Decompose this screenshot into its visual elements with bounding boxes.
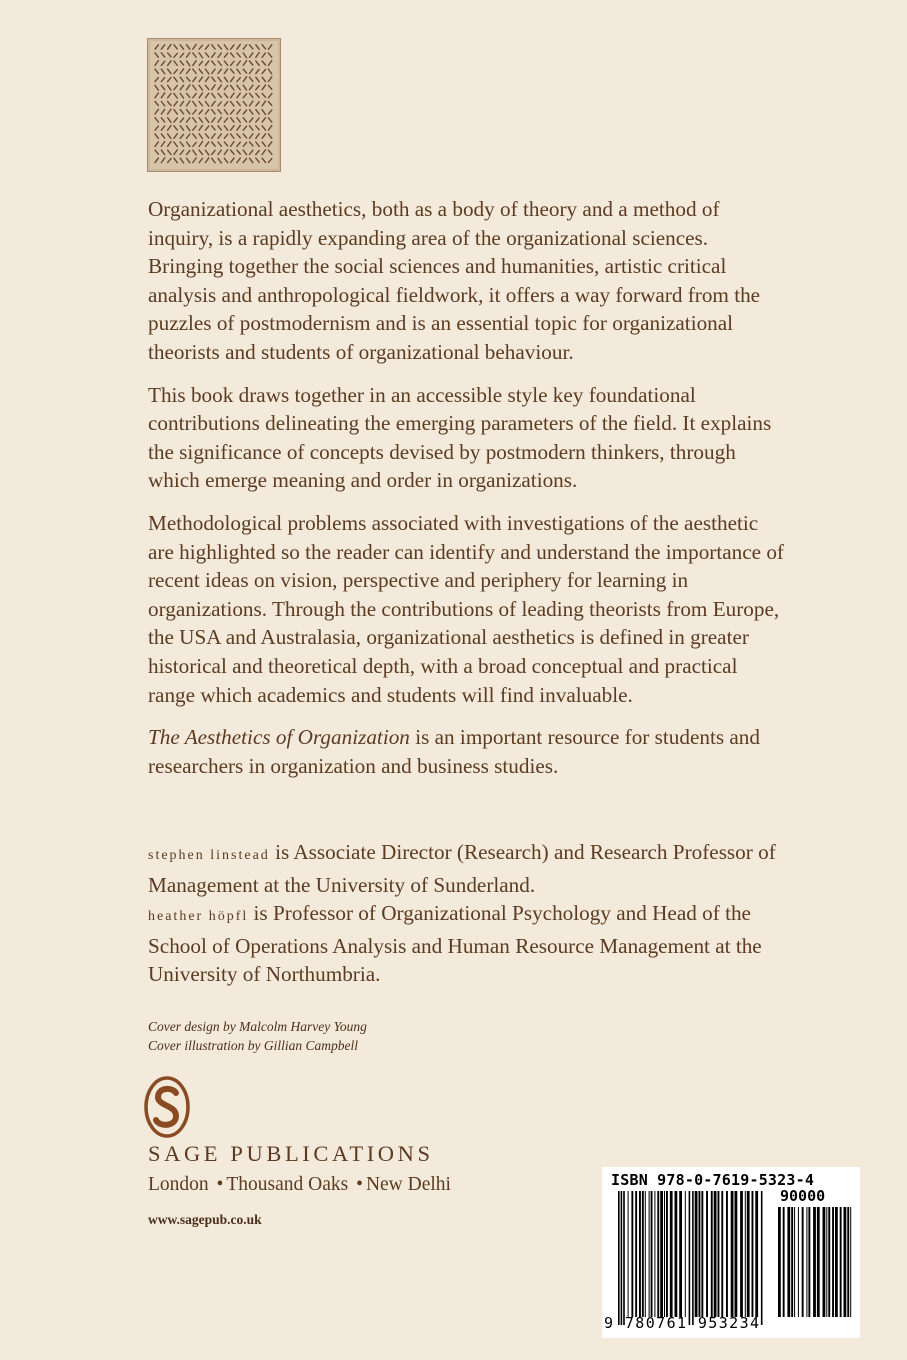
price-code: 90000 bbox=[780, 1187, 826, 1205]
barcode-bar bbox=[635, 1191, 637, 1317]
barcode-bar bbox=[642, 1191, 644, 1317]
barcode-bar bbox=[761, 1191, 763, 1325]
author-name: heather höpfl bbox=[148, 909, 249, 925]
barcode-bar bbox=[654, 1191, 655, 1317]
barcode-bar bbox=[692, 1191, 694, 1325]
author-name: stephen linstead bbox=[148, 848, 270, 863]
barcode-bar bbox=[628, 1191, 629, 1317]
barcode-bar bbox=[752, 1191, 754, 1317]
barcode-bar bbox=[832, 1207, 834, 1317]
barcode-bar bbox=[817, 1207, 820, 1317]
blurb bbox=[148, 195, 788, 794]
isbn-number: ISBN 978-0-7619-5323-4 bbox=[611, 1171, 815, 1189]
barcode-bar bbox=[689, 1191, 691, 1325]
barcode-bar bbox=[675, 1191, 678, 1317]
publisher-name: SAGE PUBLICATIONS bbox=[148, 1141, 434, 1166]
blurb-paragraph-4-rest: is an important resource for students and researchers in organization and business studies. bbox=[148, 725, 760, 778]
barcode-bar bbox=[660, 1191, 663, 1317]
barcode-bar bbox=[850, 1207, 851, 1317]
barcode-bar bbox=[794, 1207, 795, 1317]
barcode-bar bbox=[735, 1191, 738, 1317]
barcode-bar bbox=[778, 1207, 781, 1317]
barcode-bar bbox=[699, 1191, 701, 1317]
barcode-bar bbox=[835, 1207, 838, 1317]
barcode-bar bbox=[685, 1191, 686, 1317]
barcode-bar bbox=[745, 1191, 746, 1317]
barcode-bar bbox=[726, 1191, 728, 1317]
barcode-bar bbox=[651, 1191, 653, 1317]
barcode-bar bbox=[695, 1191, 698, 1317]
barcode-bar bbox=[618, 1191, 620, 1325]
barcode-bar bbox=[714, 1191, 717, 1317]
sage-s-logo-icon bbox=[143, 1075, 191, 1139]
blurb-paragraph-2: This book draws together in an accessible style key foundational contributions delineating the emerging parameters of the field. It explains the significance of concepts devised by postmodern thinkers, through which emerge meaning and order in organizations. bbox=[148, 382, 772, 493]
author-bios bbox=[148, 838, 788, 989]
woven-texture-emblem-icon bbox=[147, 38, 281, 172]
barcode-bar bbox=[664, 1191, 665, 1317]
publisher-cities bbox=[148, 1174, 451, 1196]
barcode-bar bbox=[670, 1191, 673, 1317]
blurb-paragraph-4 bbox=[148, 723, 788, 780]
city-london: London bbox=[148, 1174, 209, 1195]
barcode-bar bbox=[844, 1207, 847, 1317]
barcode-bar bbox=[666, 1191, 668, 1317]
barcode-bar bbox=[623, 1191, 625, 1325]
barcode-bar bbox=[823, 1207, 826, 1317]
barcode-bar bbox=[740, 1191, 743, 1317]
barcode-bar bbox=[645, 1191, 646, 1317]
author-description: is Professor of Organizational Psychology and Head of the School of Operations Analysis and Human Resource Management at the University of Northumbria. bbox=[148, 901, 762, 987]
author-description: is Associate Director (Research) and Research Professor of Management at the University of Sunderland. bbox=[148, 840, 776, 897]
barcode-bar bbox=[813, 1207, 816, 1317]
barcode-bar bbox=[826, 1207, 827, 1317]
ean-digits: 9 780761 953234 bbox=[604, 1314, 761, 1332]
barcode-bar bbox=[847, 1207, 849, 1317]
barcode-bar bbox=[718, 1191, 720, 1317]
barcode-bar bbox=[808, 1207, 810, 1317]
barcode-bar bbox=[791, 1207, 793, 1317]
barcode-bar bbox=[711, 1191, 713, 1317]
barcode-bar bbox=[639, 1191, 641, 1317]
barcode-bar bbox=[787, 1207, 790, 1317]
cover-illustration-credit: Cover illustration by Gillian Campbell bbox=[148, 1038, 358, 1053]
barcode-bar bbox=[721, 1191, 723, 1317]
barcode-bar bbox=[755, 1191, 758, 1317]
barcode-bar bbox=[621, 1191, 623, 1325]
blurb-paragraph-1: Organizational aesthetics, both as a body of theory and a method of inquiry, is a rapidly expanding area of the organizational sciences. Bringing together the social sciences and humanities, artistic critical analysis and anthropological fieldwork, it offers a way forward from the puzzles of postmodernism and is an essential topic for organizational theorists and students of organizational behaviour. bbox=[148, 197, 761, 364]
barcode-bar bbox=[840, 1207, 842, 1317]
city-separator: • bbox=[216, 1174, 224, 1195]
barcode-bar bbox=[783, 1207, 785, 1317]
barcode-bar bbox=[706, 1191, 708, 1317]
cover-credits bbox=[148, 1017, 367, 1055]
barcode-bar bbox=[679, 1191, 682, 1317]
barcode-bar bbox=[631, 1191, 633, 1317]
barcode-bar bbox=[731, 1191, 734, 1317]
barcode-bar bbox=[747, 1191, 750, 1317]
isbn-barcode bbox=[602, 1167, 860, 1338]
barcode-bar bbox=[806, 1207, 807, 1317]
author-bio-1 bbox=[148, 838, 788, 899]
publisher-website: www.sagepub.co.uk bbox=[148, 1212, 262, 1227]
city-thousand-oaks: Thousand Oaks bbox=[226, 1174, 349, 1195]
barcode-bar bbox=[701, 1191, 703, 1317]
cover-design-credit: Cover design by Malcolm Harvey Young bbox=[148, 1019, 367, 1034]
barcode-bar bbox=[649, 1191, 650, 1317]
barcode-bar bbox=[802, 1207, 804, 1317]
barcode-bar bbox=[798, 1207, 799, 1317]
book-title: The Aesthetics of Organization bbox=[148, 725, 410, 750]
barcode-bar bbox=[828, 1207, 830, 1317]
city-new-delhi: New Delhi bbox=[365, 1174, 451, 1195]
city-separator: • bbox=[356, 1174, 363, 1195]
blurb-paragraph-3: Methodological problems associated with investigations of the aesthetic are highlighted so the reader can identify and understand the importance of recent ideas on vision, perspective and periphery for learning in organizations. Through the contributions of leading theorists from Europe, the USA and Australasia, organizational aesthetics is defined in greater historical and theoretical depth, with a broad conceptual and practical range which academics and students will find invaluable. bbox=[148, 510, 784, 707]
author-bio-2 bbox=[148, 899, 788, 989]
barcode-bar bbox=[657, 1191, 659, 1317]
